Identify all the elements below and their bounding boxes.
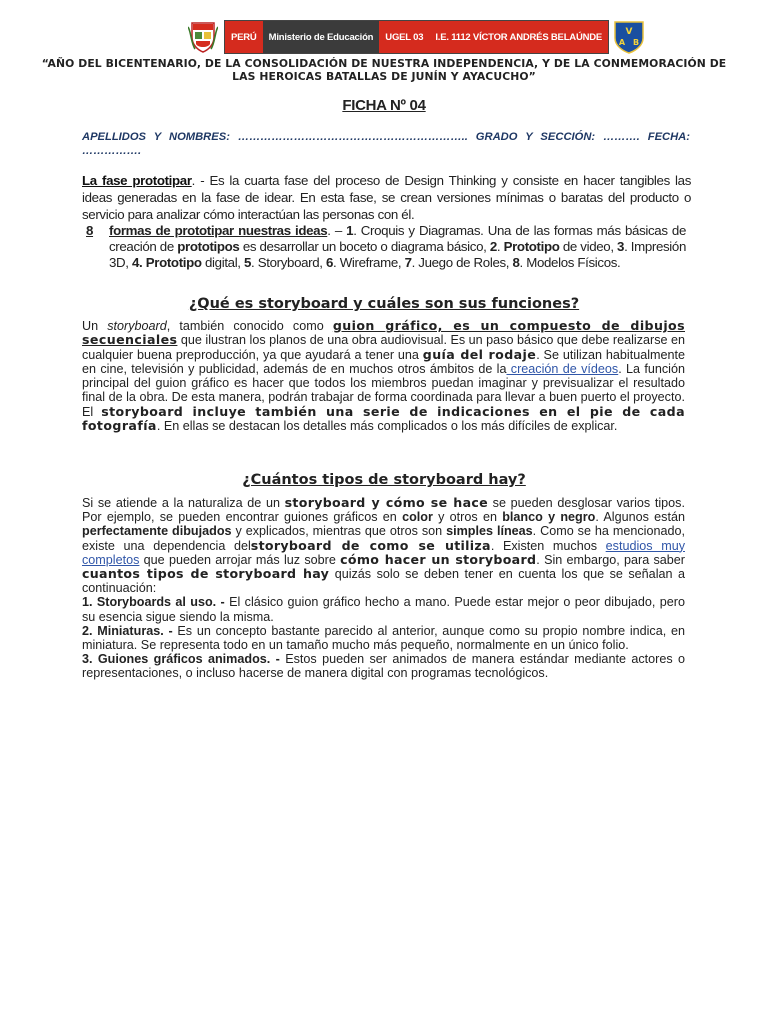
type-item-label: 3. Guiones gráficos animados. -: [82, 652, 280, 667]
link-creacion-videos[interactable]: creación de vídeos: [506, 361, 619, 376]
bold-word: simples líneas: [446, 524, 533, 539]
banner-peru: PERÚ: [225, 21, 263, 53]
banner-ministerio: Ministerio de Educación: [263, 21, 380, 53]
bold-phrase: storyboard de como se utiliza: [250, 537, 491, 553]
list-text: . Wireframe,: [333, 255, 405, 270]
type-item-text: Es un concepto bastante parecido al anterior, aunque como su propio nombre indica, en miniatura. Se representa todo en un tamaño mucho más pequeño, normalmente en un único folio.: [82, 623, 685, 653]
body-text: y explicados, mientras que otros son: [231, 524, 447, 539]
list-num: 4. Prototipo: [132, 255, 202, 270]
list-text: .: [496, 239, 504, 254]
body-text: . En ellas se destacan los detalles más complicados o los más difíciles de explicar.: [156, 419, 618, 434]
type-item-text: El clásico guion gráfico hecho a mano. Puede estar mejor o peor dibujado, pero su esencia sigue siendo la misma.: [82, 595, 685, 624]
list-num: 5: [244, 255, 252, 270]
type-item: [82, 595, 685, 623]
list-bold: prototipos: [177, 239, 240, 254]
page-title: FICHA Nº 04: [342, 97, 426, 114]
school-logo-icon: [613, 20, 645, 54]
bold-word: perfectamente dibujados: [82, 524, 232, 539]
body-text: que ilustran los planos de una obra audiovisual. Es un paso básico que debe realizarse en cualquier buena preproducción, ya que ayudará a tener una: [82, 333, 686, 362]
type-item: [82, 624, 685, 652]
svg-text:B: B: [633, 38, 640, 47]
body-text: , también conocido como: [166, 319, 333, 333]
list-num: 6: [325, 255, 334, 270]
student-info-line: APELLIDOS Y NOMBRES: …………………………………………………….. GRADO Y SECCIÓN: ………. FECHA: …………….: [82, 131, 690, 157]
institution-banner: [224, 20, 609, 54]
list-num: 3: [617, 239, 625, 254]
types-intro: [82, 496, 685, 595]
list-heading: formas de prototipar nuestras ideas: [109, 223, 328, 238]
intro-term: La fase prototipar: [82, 173, 192, 188]
type-item-text: Estos pueden ser animados de manera estándar mediante actores o representaciones, o incluso hacerse de manera digital con programas tecnológicos.: [82, 652, 685, 681]
storyboard-definition-paragraph: [82, 319, 685, 433]
bold-word: color: [402, 510, 433, 525]
banner-ugel: UGEL 03: [379, 21, 429, 53]
peru-coat-of-arms-icon: [188, 21, 218, 53]
body-text: . Como se ha mencionado, existe una dependencia del: [82, 524, 685, 553]
section-heading-storyboard: ¿Qué es storyboard y cuáles son sus funciones?: [188, 296, 580, 312]
body-text: quizás solo se deben tener en cuenta los que se señalan a continuación:: [82, 567, 685, 596]
prototype-forms-list: [86, 223, 686, 271]
list-bold: Prototipo: [503, 239, 560, 254]
storyboard-types-paragraph: [82, 496, 685, 681]
body-text: se pueden desglosar varios tipos. Por ejemplo, se pueden encontrar guiones gráficos en: [82, 496, 685, 525]
body-text: . Se utilizan habitualmente en cine, televisión y publicidad, además de en muchos otros ámbitos de la: [82, 347, 686, 376]
list-text: . Impresión 3D,: [109, 239, 686, 270]
list-text: . –: [327, 223, 347, 238]
intro-paragraph: [82, 172, 691, 223]
link-estudios[interactable]: estudios muy completos: [82, 538, 685, 567]
list-number: 8: [86, 223, 94, 238]
body-text: . La función principal del guion gráfico es hacer que todos los miembros puedan imaginar y previsualizar el resultado final de la obra. De esta manera, podrán trabajar de forma coordinada para llevar a buen puerto el proyecto. El: [82, 361, 685, 419]
list-text: de video,: [559, 239, 618, 254]
list-text: digital,: [201, 255, 244, 270]
bold-word: blanco y negro: [502, 510, 596, 525]
list-body: [109, 223, 686, 271]
italic-term: storyboard: [107, 319, 167, 333]
list-num: 2: [489, 239, 497, 254]
svg-text:A: A: [618, 38, 626, 47]
bold-underlined-phrase: guion gráfico, es un compuesto de dibujos secuenciales: [82, 318, 685, 348]
intro-text: . - Es la cuarta fase del proceso de Design Thinking y consiste en hacer tangibles las ideas generadas en la fase de idear. En esta fase, se crean versiones mínimas o baratas del producto o servicio para analizar cómo interactúan las personas con él.: [82, 173, 691, 222]
bold-phrase: cuantos tipos de storyboard hay: [82, 566, 330, 582]
body-text: Si se atiende a la naturaliza de un: [82, 496, 285, 510]
svg-text:V: V: [625, 27, 633, 37]
list-num: 8: [512, 255, 520, 270]
list-num: 7: [404, 255, 412, 270]
body-text: que pueden arrojar más luz sobre: [139, 552, 341, 567]
list-text: . Storyboard,: [251, 255, 326, 270]
bold-phrase: guía del rodaje: [422, 346, 537, 362]
body-text: . Algunos están: [595, 510, 685, 525]
list-text: es desarrollar un boceto o diagrama básico,: [239, 239, 490, 254]
list-text: . Croquis y Diagramas. Una de las formas más básicas de creación de: [109, 223, 686, 254]
body-text: Un: [82, 319, 108, 333]
body-text: y otros en: [432, 510, 503, 525]
year-motto: “AÑO DEL BICENTENARIO, DE LA CONSOLIDACIÓN DE NUESTRA INDEPENDENCIA, Y DE LA CONMEMORACIÓN DE LAS HEROICAS BATALLAS DE JUNÍN Y AYACUCHO”: [41, 57, 727, 83]
list-num: 1: [346, 223, 354, 238]
type-item-label: 2. Miniaturas. -: [82, 623, 173, 638]
section-heading-types: ¿Cuántos tipos de storyboard hay?: [242, 472, 526, 488]
type-item-label: 1. Storyboards al uso. -: [82, 595, 225, 610]
bold-phrase: storyboard incluye también una serie de indicaciones en el pie de cada fotografía: [82, 403, 685, 434]
document-header: [188, 20, 640, 54]
list-text: . Juego de Roles,: [411, 255, 513, 270]
body-text: . Existen muchos: [490, 538, 606, 553]
banner-school: I.E. 1112 VÍCTOR ANDRÉS BELAÚNDE: [429, 21, 608, 53]
type-item: [82, 652, 685, 680]
bold-phrase: storyboard y cómo se hace: [284, 495, 488, 510]
list-text: . Modelos Físicos.: [519, 255, 621, 270]
bold-phrase: cómo hacer un storyboard: [340, 551, 537, 567]
body-text: . Sin embargo, para saber: [536, 552, 685, 567]
